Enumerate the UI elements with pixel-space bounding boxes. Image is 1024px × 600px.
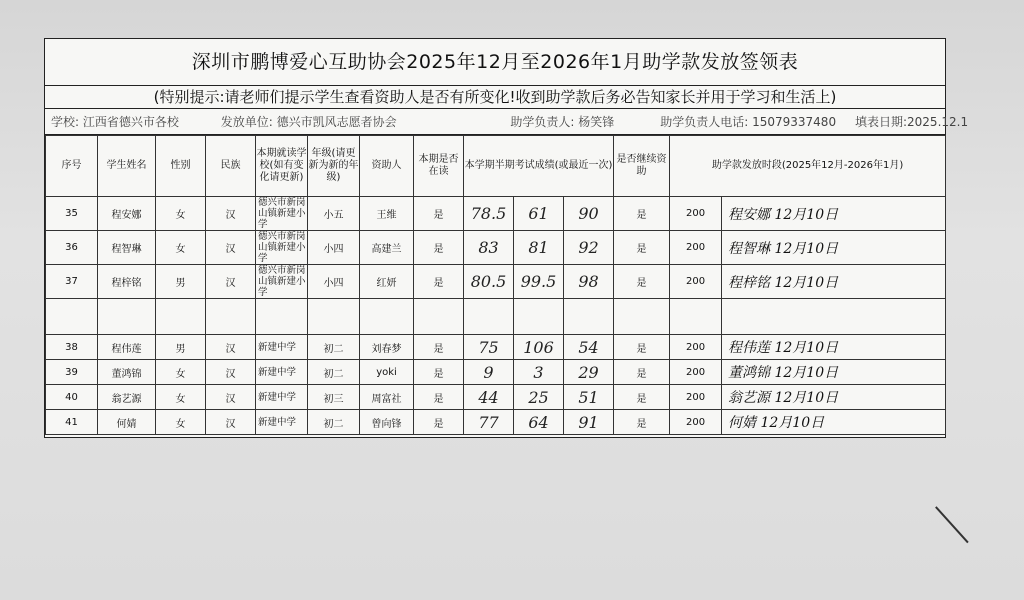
- cell-gender: 男: [156, 335, 206, 360]
- cell-score-3: 51: [564, 385, 614, 410]
- cell-score-2: [514, 299, 564, 335]
- col-scores: 本学期半期考试成绩(或最近一次): [464, 136, 614, 197]
- special-notice: (特别提示:请老师们提示学生查看资助人是否有所变化!收到助学款后务必告知家长并用于学习和生活上): [45, 86, 945, 109]
- col-period: 助学款发放时段(2025年12月-2026年1月): [670, 136, 946, 197]
- cell-score-2: 3: [514, 360, 564, 385]
- col-sponsor: 资助人: [360, 136, 414, 197]
- cell-no: 41: [46, 410, 98, 435]
- cell-signature: 何婧 12月10日: [722, 410, 946, 435]
- cell-sponsor: 周富社: [360, 385, 414, 410]
- cell-no: [46, 299, 98, 335]
- cell-continue: 是: [614, 360, 670, 385]
- cell-grade: 小四: [308, 231, 360, 265]
- cell-score-1: 77: [464, 410, 514, 435]
- cell-no: 38: [46, 335, 98, 360]
- cell-grade: 初二: [308, 360, 360, 385]
- cell-amount: 200: [670, 265, 722, 299]
- cell-ethnic: 汉: [206, 385, 256, 410]
- cell-gender: 女: [156, 385, 206, 410]
- cell-continue: 是: [614, 197, 670, 231]
- cell-grade: 小四: [308, 265, 360, 299]
- col-continue: 是否继续资助: [614, 136, 670, 197]
- cell-amount: 200: [670, 335, 722, 360]
- cell-sponsor: 曾向锋: [360, 410, 414, 435]
- cell-gender: 女: [156, 410, 206, 435]
- cell-ethnic: 汉: [206, 360, 256, 385]
- document-sheet: [44, 38, 969, 438]
- cell-amount: 200: [670, 231, 722, 265]
- cell-grade: [308, 299, 360, 335]
- cell-signature: 翁艺源 12月10日: [722, 385, 946, 410]
- cell-school: 新建中学: [256, 360, 308, 385]
- cell-school: 德兴市新岗山镇新建小学: [256, 265, 308, 299]
- cell-ethnic: 汉: [206, 265, 256, 299]
- cell-score-2: 61: [514, 197, 564, 231]
- cell-score-1: 9: [464, 360, 514, 385]
- table-row: [46, 385, 946, 410]
- cell-ethnic: 汉: [206, 197, 256, 231]
- cell-enrolled: [414, 299, 464, 335]
- cell-school: 新建中学: [256, 335, 308, 360]
- paper-crease-mark: [935, 506, 968, 543]
- cell-school: 新建中学: [256, 410, 308, 435]
- cell-amount: 200: [670, 360, 722, 385]
- cell-sponsor: 刘春梦: [360, 335, 414, 360]
- cell-amount: 200: [670, 410, 722, 435]
- cell-score-2: 81: [514, 231, 564, 265]
- table-header: [46, 136, 946, 197]
- form-title: 深圳市鹏博爱心互助协会2025年12月至2026年1月助学款发放签领表: [45, 39, 945, 86]
- col-ethnic: 民族: [206, 136, 256, 197]
- cell-continue: 是: [614, 410, 670, 435]
- cell-name: [98, 299, 156, 335]
- cell-score-3: 92: [564, 231, 614, 265]
- cell-enrolled: 是: [414, 197, 464, 231]
- cell-grade: 初二: [308, 410, 360, 435]
- cell-ethnic: 汉: [206, 410, 256, 435]
- cell-school: 新建中学: [256, 385, 308, 410]
- cell-signature: 程安娜 12月10日: [722, 197, 946, 231]
- cell-no: 35: [46, 197, 98, 231]
- cell-score-1: 83: [464, 231, 514, 265]
- cell-sponsor: 红妍: [360, 265, 414, 299]
- cell-signature: [722, 299, 946, 335]
- info-row: [45, 109, 969, 135]
- cell-enrolled: 是: [414, 335, 464, 360]
- cell-no: 37: [46, 265, 98, 299]
- cell-no: 39: [46, 360, 98, 385]
- stipend-table: [45, 135, 946, 435]
- date-info: 填表日期:2025.12.1: [854, 115, 969, 129]
- cell-score-3: [564, 299, 614, 335]
- cell-name: 程梓铭: [98, 265, 156, 299]
- cell-ethnic: 汉: [206, 231, 256, 265]
- col-enrolled: 本期是否在读: [414, 136, 464, 197]
- school-info: 学校: 江西省德兴市各校: [51, 115, 179, 129]
- cell-school: 德兴市新岗山镇新建小学: [256, 197, 308, 231]
- cell-score-2: 106: [514, 335, 564, 360]
- cell-amount: 200: [670, 197, 722, 231]
- cell-no: 40: [46, 385, 98, 410]
- cell-ethnic: [206, 299, 256, 335]
- cell-score-1: 75: [464, 335, 514, 360]
- cell-score-2: 64: [514, 410, 564, 435]
- cell-no: 36: [46, 231, 98, 265]
- cell-enrolled: 是: [414, 385, 464, 410]
- cell-score-3: 98: [564, 265, 614, 299]
- phone-info: 助学负责人电话: 15079337480: [660, 115, 837, 129]
- col-school: 本期就读学校(如有变化请更新): [256, 136, 308, 197]
- cell-name: 董鸿锦: [98, 360, 156, 385]
- cell-grade: 小五: [308, 197, 360, 231]
- cell-score-1: 44: [464, 385, 514, 410]
- table-row: [46, 360, 946, 385]
- cell-gender: 女: [156, 197, 206, 231]
- cell-gender: 女: [156, 231, 206, 265]
- cell-name: 翁艺源: [98, 385, 156, 410]
- cell-ethnic: 汉: [206, 335, 256, 360]
- cell-gender: [156, 299, 206, 335]
- cell-enrolled: 是: [414, 410, 464, 435]
- cell-sponsor: yoki: [360, 360, 414, 385]
- cell-name: 程智琳: [98, 231, 156, 265]
- manager-info: 助学负责人: 杨笑锋: [510, 115, 615, 129]
- cell-continue: 是: [614, 265, 670, 299]
- col-name: 学生姓名: [98, 136, 156, 197]
- cell-signature: 程梓铭 12月10日: [722, 265, 946, 299]
- cell-score-3: 29: [564, 360, 614, 385]
- table-row: [46, 335, 946, 360]
- cell-enrolled: 是: [414, 231, 464, 265]
- cell-score-3: 54: [564, 335, 614, 360]
- table-row: [46, 197, 946, 231]
- cell-score-3: 90: [564, 197, 614, 231]
- col-no: 序号: [46, 136, 98, 197]
- cell-name: 何婧: [98, 410, 156, 435]
- cell-continue: 是: [614, 335, 670, 360]
- table-row: [46, 265, 946, 299]
- cell-score-2: 99.5: [514, 265, 564, 299]
- col-grade: 年级(请更新为新的年级): [308, 136, 360, 197]
- cell-enrolled: 是: [414, 360, 464, 385]
- col-gender: 性别: [156, 136, 206, 197]
- cell-continue: 是: [614, 385, 670, 410]
- cell-sponsor: 王维: [360, 197, 414, 231]
- cell-signature: 程伟莲 12月10日: [722, 335, 946, 360]
- cell-continue: 是: [614, 231, 670, 265]
- cell-name: 程安娜: [98, 197, 156, 231]
- cell-score-1: 80.5: [464, 265, 514, 299]
- cell-amount: [670, 299, 722, 335]
- cell-school: 德兴市新岗山镇新建小学: [256, 231, 308, 265]
- cell-score-1: [464, 299, 514, 335]
- cell-sponsor: [360, 299, 414, 335]
- table-row: [46, 299, 946, 335]
- cell-name: 程伟莲: [98, 335, 156, 360]
- cell-score-1: 78.5: [464, 197, 514, 231]
- table-row: [46, 410, 946, 435]
- cell-score-3: 91: [564, 410, 614, 435]
- cell-grade: 初三: [308, 385, 360, 410]
- cell-signature: 程智琳 12月10日: [722, 231, 946, 265]
- table-row: [46, 231, 946, 265]
- cell-score-2: 25: [514, 385, 564, 410]
- cell-continue: [614, 299, 670, 335]
- cell-gender: 女: [156, 360, 206, 385]
- cell-signature: 董鸿锦 12月10日: [722, 360, 946, 385]
- cell-school: [256, 299, 308, 335]
- issuer-info: 发放单位: 德兴市凯风志愿者协会: [220, 115, 397, 129]
- cell-amount: 200: [670, 385, 722, 410]
- cell-sponsor: 高建兰: [360, 231, 414, 265]
- cell-enrolled: 是: [414, 265, 464, 299]
- cell-gender: 男: [156, 265, 206, 299]
- cell-grade: 初二: [308, 335, 360, 360]
